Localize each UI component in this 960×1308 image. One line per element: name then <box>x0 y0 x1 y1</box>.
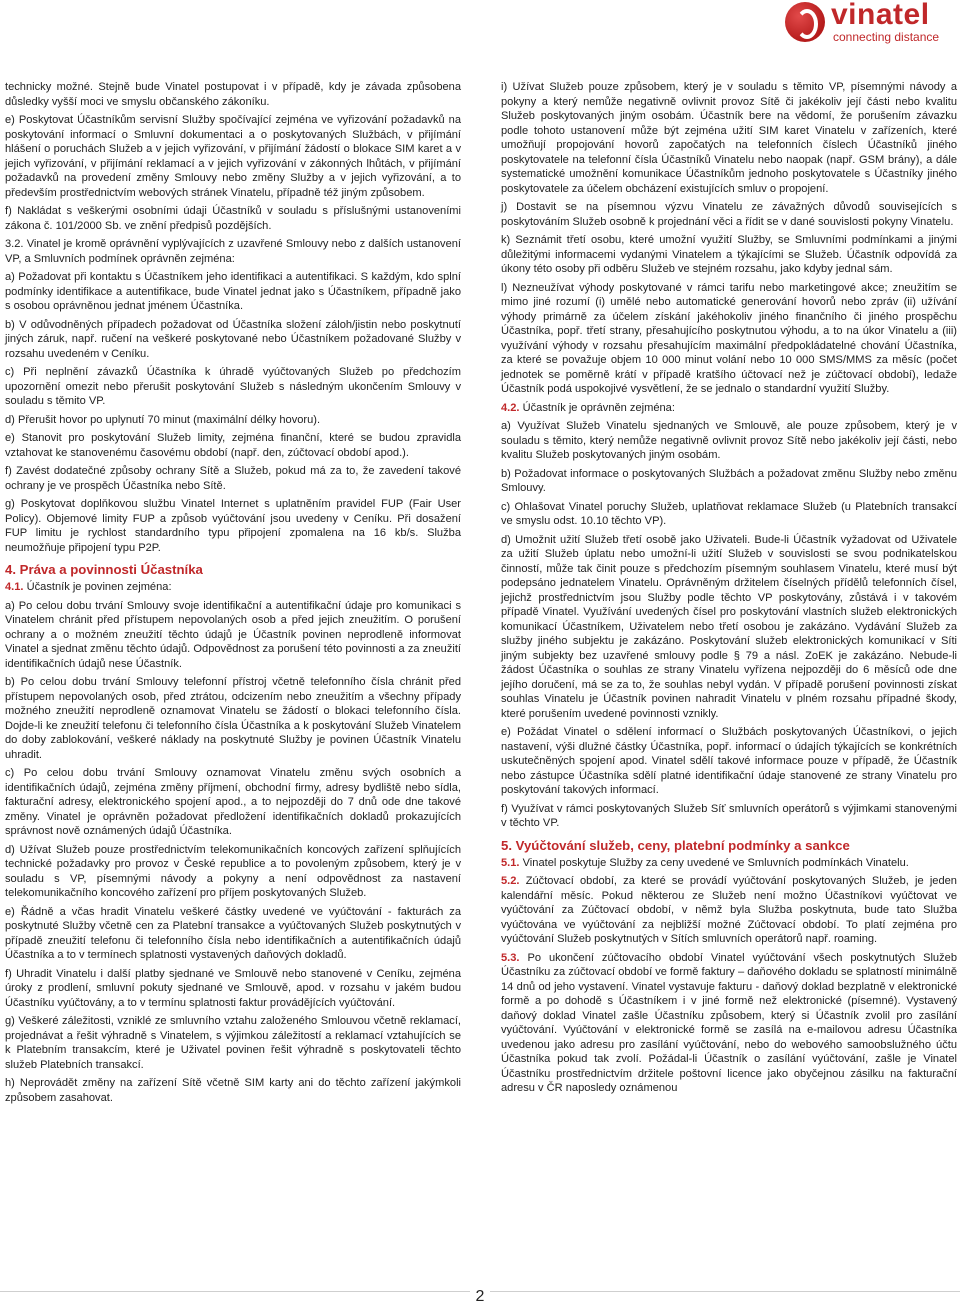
subsection-5-1 <box>501 856 957 871</box>
subsection-number: 5.2. <box>501 875 520 887</box>
vinatel-logo-icon <box>785 2 825 42</box>
subsection-4-1 <box>5 580 461 595</box>
paragraph: j) Dostavit se na písemnou výzvu Vinatelu ze závažných důvodů souvisejících s poskytováním Služeb osobně k projednání věci a řídit se v dané souvislosti pokyny Vinatelu. <box>501 201 957 228</box>
subsection-4-2 <box>501 401 957 416</box>
paragraph: k) Seznámit třetí osobu, které umožní využití Služby, se Smluvními podmínkami a jinými důležitými informacemi vydanými Vinatelem a týkajícími se Služeb. Účastník odpovídá za úkony této osoby při odběru Služeb ve stejném rozsahu, jako kdyby jednal sám. <box>501 234 957 275</box>
paragraph: d) Umožnit užití Služeb třetí osobě jako Uživateli. Bude-li Účastník vyžadovat od Uživatele za užití Služeb úplatu nebo umožní-li užití Služeb v souvislosti se svou podnikatelskou činností, může tak činit pouze s předchozím písemným souhlasem Vinatelu, které musí být podepsáno jednatelem Vinatelu. Oprávněným držitelem číselných přídělů telefonních čísel, jejichž prostřednictvím jsou Služby podle těchto VP poskytovány, zůstává i v takovém případě Vinatel. Využívání uvedených čísel pro poskytování vlastních služeb elektronických komunikací Účastníkem, Uživatelem nebo třetí osobou je zakázáno. Vydávání Služeb za služby jiného subjektu je zakázáno. Poskytování služeb elektronických komunikací v Síti jiným subjekty bez uzavřené smlouvy podle § 79 a násl. ZoEK je zakázáno. Nebude-li žádost Účastníka o souhlas ze strany Vinatelu vyřízena nejpozději do 6 měsíců ode dne jejího doručení, má se za to, že souhlas nebyl vydán. V případě porušení povinnosti získat souhlas Vinatelu je Účastník povinen nahradit Vinatelu v plném rozsahu případné škody, které porušením uvedené povinnosti vznikly. <box>501 533 957 720</box>
logo-name: vinatel <box>831 0 930 31</box>
paragraph: technicky možné. Stejně bude Vinatel postupovat i v případě, kdy je závada způsobena důsledky vyšší moci ve smyslu občanského zákoníku. <box>5 81 461 108</box>
subsection-text: Vinatel poskytuje Služby za ceny uvedené ve Smluvních podmínkách Vinatelu. <box>522 856 909 869</box>
paragraph: e) Poskytovat Účastníkům servisní Služby spočívající zejména ve vyřizování požadavků na poskytování informací o Smluvní dokumentaci a o poskytovaných Službách, v přijímání hlášení o poruchách Služeb a v jejich vyřizování, v přijímání žádostí o blokace SIM karet a v jejich vyřizování, v přijímání reklamací a v jejich vyřizování v zákonných lhůtách, v přijímání požadavků na provedení změny Smlouvy nebo změny Služby a v jejich vyřizování, a to především prostřednictvím webových stránek Vinatelu, případně též jiným způsobem. <box>5 114 461 199</box>
paragraph: b) Požadovat informace o poskytovaných Službách a požadovat změnu Služby nebo změnu Smlouvy. <box>501 467 957 494</box>
subsection-number: 5.1. <box>501 856 520 869</box>
paragraph: f) Nakládat s veškerými osobními údaji Účastníků v souladu s příslušnými ustanoveními zákona č. 101/2000 Sb. ve znění předpisů pozdějších. <box>5 205 461 232</box>
paragraph: b) V odůvodněných případech požadovat od Účastníka složení záloh/jistin nebo poskytnutí jiných záruk, např. ručení na veškeré poskytované nebo Účastníkem požadované Služby v rozsahu uvedeném v Ceníku. <box>5 318 461 360</box>
subsection-number: 4.1. <box>5 581 24 593</box>
section-heading-4: 4. Práva a povinnosti Účastníka <box>5 562 203 577</box>
paragraph: l) Nezneužívat výhody poskytované v rámci tarifu nebo marketingové akce; zneužitím se mimo jiné rozumí (i) umělé nebo automatické generování hovorů nebo zpráv (ii) užívání výhody primárně za účelem získání jakéhokoliv jiného finančního či jiného prospěchu Účastníka, popř. třetí strany, přesahujícího poskytnutou výhodu, a to na úkor Vinatelu a (iii) využívání výhody v rozsahu přesahujícím maximální předpokládatelné chování Účastníka, za které se považuje objem 10 000 minut volání nebo 10 000 SMS/MMS za měsíc (počet jednotek se poměrně krátí v případě kratšího účtovací než je zúčtovací období), ledaže Účastník podá uspokojivé vysvětlení, že se jednalo o standardní využití Služby. <box>501 281 957 395</box>
paragraph: f) Zavést dodatečné způsoby ochrany Sítě a Služeb, pokud má za to, že zavedení takové ochrany je ve prospěch Účastníka nebo Sítě. <box>5 465 461 492</box>
paragraph: c) Při neplnění závazků Účastníka k úhradě vyúčtovaných Služeb po předchozím upozornění omezit nebo přerušit poskytování Služeb s následným ukončením Smlouvy v souladu s těmito VP. <box>5 366 461 407</box>
paragraph: h) Neprovádět změny na zařízení Sítě včetně SIM karty ani do těchto zařízení jakýmkoli způsobem zasahovat. <box>5 1077 461 1104</box>
page-number <box>0 1288 960 1306</box>
right-column <box>501 80 957 1100</box>
paragraph: 3.2. Vinatel je kromě oprávnění vyplývajících z uzavřené Smlouvy nebo z dalších ustanovení VP, a Smluvních podmínek oprávněn zejména: <box>5 238 461 265</box>
paragraph: g) Poskytovat doplňkovou službu Vinatel Internet s uplatněním pravidel FUP (Fair User Policy). Objemové limity FUP a způsob vyúčtování jsou uvedeny v Ceníku. Při dosažení FUP limitu je rychlost standardního typu připojení zpomalena na 16 kb/s. Služba neumožňuje připojení typu P2P. <box>5 498 461 554</box>
subsection-text: Zúčtovací období, za které se provádí vyúčtování poskytovaných Služeb, je jeden kalendářní měsíc. Pokud některou ze Služeb není možno Účastníkovi vyúčtovat ve vyúčtování za Zúčtovací období, v němž byla Služba poskytnuta, bude tato Služba vyúčtována ve vyúčtování za nejbližší možné Zúčtovací období. To platí zejména pro vyúčtování Služeb poskytnutých v Sítích smluvních operátorů např. roaming. <box>501 875 957 945</box>
subsection-text: Po ukončení zúčtovacího období Vinatel vyúčtování všech poskytnutých Služeb Účastníku za zúčtovací období ve formě faktury – daňového dokladu se splatností minimálně 14 dnů od jeho vystavení. Vinatel vystavuje fakturu - daňový doklad bezplatně v elektronické formě a po dohodě s Účastníkem i v jiné formě než elektronické (písemné). Vystavený daňový doklad Vinatel zašle Účastníku způsobem, který si Účastník zvolil pro zasílání vyúčtování. Vyúčtování v elektronické formě se zasílá na e-mailovou adresu Účastníka uvedenou jako adresu pro zasílání vyúčtování, nebo do webového samoobslužného účtu Účastníka pokud tak zvolí. Požádal-li Účastník o zasílání vyúčtování, zašle je Vinatel Účastníku prostřednictvím držitele poštovní licence jako obyčejnou zásilku na fakturační adresu v ČR naposledy oznámenou <box>501 951 957 1094</box>
subsection-text: Účastník je povinen zejména: <box>26 581 172 593</box>
paragraph: a) Po celou dobu trvání Smlouvy svoje identifikační a autentifikační údaje pro komunikaci s Vinatelem chránit před přístupem nepovolaných osob a před jejich zneužitím. O porušení ochrany a o možném zneužití těchto údajů je Účastník povinen neprodleně informovat Vinatel a sjednat změnu těchto údajů. Odpovědnost za porušení této povinnosti a za zneužití identifikačních údajů nese Účastník. <box>5 599 461 670</box>
paragraph: a) Využívat Služeb Vinatelu sjednaných ve Smlouvě, ale pouze způsobem, který je v souladu s těmito, který nemůže negativně ovlivnit provoz Sítě nebo jakékoliv její části, nebo kvalitu Služeb poskytovaných jiným osobám. <box>501 420 957 461</box>
left-column <box>5 80 461 1109</box>
paragraph: e) Řádně a včas hradit Vinatelu veškeré částky uvedené ve vyúčtování - fakturách za poskytnuté Služby včetně cen za Platební transakce a vyúčtovaných Služeb poskytnutých v případě zneužití telefonu či telefonního čísla nebo identifikačních a autentifikačních údajů Účastníka a to v termínech splatnosti vystavených daňových dokladů. <box>5 905 461 961</box>
paragraph: e) Stanovit pro poskytování Služeb limity, zejména finanční, které se budou zpravidla vztahovat ke stanovenému časovému období (např. den, zúčtovací období apod.). <box>5 432 461 459</box>
paragraph: e) Požádat Vinatel o sdělení informací o Službách poskytovaných Účastníkovi, o jejich nastavení, výši dlužné částky Účastníka, popř. informací o údajích týkajících se konkrétních uskutečněných spojení apod. Vinatel sdělí takové informace pouze v případě, že Účastník nebo zástupce Účastníka sdělí platné identifikační údaje stanovené ze strany Vinatelu pro poskytování takových informací. <box>501 726 957 796</box>
subsection-text: Účastník je oprávněn zejména: <box>522 401 675 414</box>
subsection-number: 5.3. <box>501 951 520 964</box>
subsection-5-3 <box>501 951 957 1096</box>
subsection-5-2 <box>501 874 957 947</box>
logo-tagline: connecting distance <box>833 30 940 44</box>
paragraph: c) Ohlašovat Vinatel poruchy Služeb, uplatňovat reklamace Služeb (u Platebních transakcí ve smyslu odst. 10.10 těchto VP). <box>501 500 957 527</box>
paragraph: i) Užívat Služeb pouze způsobem, který je v souladu s těmito VP, písemnými návody a pokyny a který nemůže negativně ovlivnit provoz Sítě či jakékoliv její části nebo kvalitu Služeb poskytovaných jiným osobám. Účastník bere na vědomí, že porušením závazku podle tohoto ustanovení může být zejména užití SIM karet Vinatelu v zařízeních, které umožňují propojování hovorů započatých na telefonních číslech Účastníků jiného poskytovatele na telefonní čísla Účastníků Vinatelu nebo naopak (např. GSM brány), a dále systematické umožnění komunikace Účastníkům jednoho poskytovatele s Účastníky jiného poskytovatele za účelem obcházení existujících smluv o propojení. <box>501 81 957 195</box>
paragraph: f) Využívat v rámci poskytovaných Služeb Síť smluvních operátorů s výjimkami stanovenými v těchto VP. <box>501 802 957 829</box>
paragraph: a) Požadovat při kontaktu s Účastníkem jeho identifikaci a autentifikaci. S každým, kdo splní podmínky identifikace a autentifikace, bude Vinatel jednat jako s Účastníkem, případně jako s osobou oprávněnou jednat jménem Účastníka. <box>5 271 461 312</box>
paragraph: g) Veškeré záležitosti, vzniklé ze smluvního vztahu založeného Smlouvou včetně reklamací, projednávat a řešit výhradně s Vinatelem, s výjimkou záležitostí a reklamací vztahujících se k Platebním transakcím, které je Uživatel povinen řešit výhradně s poskytovateli těchto služeb Platebních transakcí. <box>5 1015 461 1071</box>
page-number-value: 2 <box>470 1288 491 1305</box>
paragraph: c) Po celou dobu trvání Smlouvy oznamovat Vinatelu změnu svých osobních a identifikačních údajů, zejména změny příjmení, obchodní firmy, adresy bydliště nebo sídla, fakturační adresy, elektronického spojení apod., a to nejpozději do 7 dnů ode dne takové změny. Vinatel je oprávněn požadovat předložení identifikačních dokladů prokazujících správnost nově oznámených údajů Účastníka. <box>5 767 461 837</box>
section-heading-5: 5. Vyúčtování služeb, ceny, platební podmínky a sankce <box>501 837 850 853</box>
paragraph: f) Uhradit Vinatelu i další platby sjednané ve Smlouvě nebo stanovené v Ceníku, zejména úroky z prodlení, smluvní pokuty sjednané ve Smlouvě, apod. v rozsahu v jakém budou Účastníku vyúčtovány, a to v termínu splatnosti faktur provádějících vyúčtování. <box>5 967 461 1009</box>
subsection-number: 4.2. <box>501 401 520 414</box>
vinatel-logo <box>785 0 950 46</box>
paragraph: b) Po celou dobu trvání Smlouvy telefonní přístroj včetně telefonního čísla chránit před přístupem nepovolaných osob, před ztrátou, odcizením nebo zneužitím a všechny případy možného zneužití neprodleně oznamovat Vinatelu se žádostí o blokaci telefonního čísla. Dojde-li ke zneužití telefonu či telefonního čísla Účastníka a k poskytování Služeb Vinatelem do doby zablokování, veškeré náklady na poskytnuté Služby je povinen Účastník Vinatelu uhradit. <box>5 676 461 761</box>
paragraph: d) Přerušit hovor po uplynutí 70 minut (maximální délky hovoru). <box>5 413 321 426</box>
paragraph: d) Užívat Služeb pouze prostřednictvím telekomunikačních koncových zařízení splňujících technické požadavky pro provoz v České republice a to povoleným způsobem, který je v souladu s VP, písemnými návody a pokyny a není odpovědnost za nastavení telekomunikačního koncového zařízení pro příjem poskytovaných Služeb. <box>5 843 461 899</box>
